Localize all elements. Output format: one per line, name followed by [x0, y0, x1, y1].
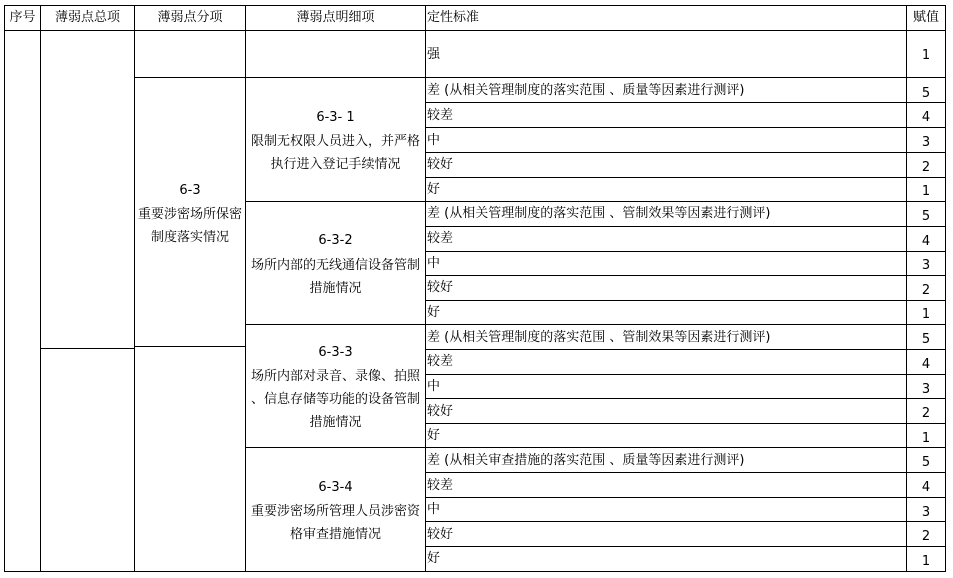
grid-line — [425, 349, 946, 350]
standard-cell: 较好 — [427, 404, 454, 419]
header-detail-item: 薄弱点明细项 — [296, 10, 375, 25]
score-cell: 1 — [921, 554, 931, 569]
score-cell: 1 — [921, 48, 931, 63]
grid-line — [425, 521, 946, 522]
grid-line — [40, 348, 135, 349]
grid-line — [4, 571, 946, 572]
header-total-item: 薄弱点总项 — [54, 10, 120, 25]
grid-line — [425, 226, 946, 227]
score-cell: 5 — [921, 455, 931, 470]
standard-cell: 强 — [427, 47, 441, 62]
detail-desc: 场所内部的无线通信设备管制措施情况 — [250, 258, 420, 296]
grid-line — [425, 5, 426, 572]
grid-line — [425, 102, 946, 103]
header-seq: 序号 — [9, 10, 36, 25]
header-sub-item: 薄弱点分项 — [157, 10, 223, 25]
grid-line — [245, 324, 946, 325]
standard-cell: 较好 — [427, 157, 454, 172]
detail-code: 6-3- 1 — [316, 110, 355, 125]
grid-line — [425, 374, 946, 375]
detail-desc: 场所内部对录音、录像、拍照 、信息存储等功能的设备管制措施情况 — [250, 369, 420, 430]
detail-code: 6-3-2 — [318, 233, 353, 248]
score-cell: 2 — [921, 529, 931, 544]
score-cell: 3 — [921, 505, 931, 520]
standard-cell: 较好 — [427, 527, 454, 542]
score-cell: 1 — [921, 184, 931, 199]
score-cell: 3 — [921, 135, 931, 150]
grid-line — [425, 398, 946, 399]
grid-line — [425, 472, 946, 473]
grid-line — [425, 251, 946, 252]
score-cell: 3 — [921, 382, 931, 397]
grid-line — [4, 5, 5, 572]
standard-cell: 较差 — [427, 231, 454, 246]
detail-desc: 限制无权限人员进入，并严格执行进入登记手续情况 — [250, 134, 420, 172]
standard-cell: 中 — [427, 133, 441, 148]
standard-cell: 好 — [427, 305, 441, 320]
standard-cell: 中 — [427, 379, 441, 394]
sub-item-code: 6-3 — [179, 183, 201, 198]
grid-line — [245, 201, 946, 202]
grid-line — [245, 447, 946, 448]
grid-line — [425, 300, 946, 301]
score-cell: 1 — [921, 307, 931, 322]
score-cell: 5 — [921, 86, 931, 101]
standard-cell: 较好 — [427, 280, 454, 295]
header-qualitative-standard: 定性标准 — [427, 10, 480, 25]
standard-cell: 好 — [427, 182, 441, 197]
grid-line — [4, 30, 946, 31]
score-cell: 2 — [921, 406, 931, 421]
standard-cell: 较差 — [427, 478, 454, 493]
grid-line — [134, 346, 245, 347]
grid-line — [40, 5, 41, 572]
score-cell: 5 — [921, 209, 931, 224]
score-cell: 2 — [921, 283, 931, 298]
detail-code: 6-3-4 — [318, 480, 353, 495]
grid-line — [425, 152, 946, 153]
grid-line — [425, 423, 946, 424]
standard-cell: 差 (从相关管理制度的落实范围 、管制效果等因素进行测评) — [427, 330, 771, 345]
score-cell: 5 — [921, 332, 931, 347]
grid-line — [134, 77, 946, 78]
standard-cell: 较差 — [427, 354, 454, 369]
grid-line — [425, 177, 946, 178]
standard-cell: 好 — [427, 428, 441, 443]
score-cell: 1 — [921, 431, 931, 446]
standard-cell: 较差 — [427, 108, 454, 123]
header-score: 赋值 — [912, 10, 939, 25]
detail-code: 6-3-3 — [318, 345, 353, 360]
score-cell: 4 — [921, 480, 931, 495]
standard-cell: 中 — [427, 502, 441, 517]
detail-desc: 重要涉密场所管理人员涉密资格审查措施情况 — [250, 504, 420, 542]
grid-line — [945, 5, 946, 572]
standard-cell: 中 — [427, 256, 441, 271]
standard-cell: 好 — [427, 551, 441, 566]
grid-line — [134, 5, 135, 572]
score-cell: 2 — [921, 160, 931, 175]
score-cell: 3 — [921, 258, 931, 273]
grid-line — [425, 127, 946, 128]
grid-line — [425, 497, 946, 498]
standard-cell: 差 (从相关管理制度的落实范围 、管制效果等因素进行测评) — [427, 206, 771, 221]
score-cell: 4 — [921, 110, 931, 125]
sub-item-title: 重要涉密场所保密制度落实情况 — [138, 207, 243, 245]
grid-line — [425, 546, 946, 547]
standard-cell: 差 (从相关审查措施的落实范围 、质量等因素进行测评) — [427, 453, 745, 468]
score-cell: 4 — [921, 234, 931, 249]
standard-cell: 差 (从相关管理制度的落实范围 、质量等因素进行测评) — [427, 83, 745, 98]
grid-line — [425, 275, 946, 276]
grid-line — [4, 5, 946, 6]
score-cell: 4 — [921, 357, 931, 372]
